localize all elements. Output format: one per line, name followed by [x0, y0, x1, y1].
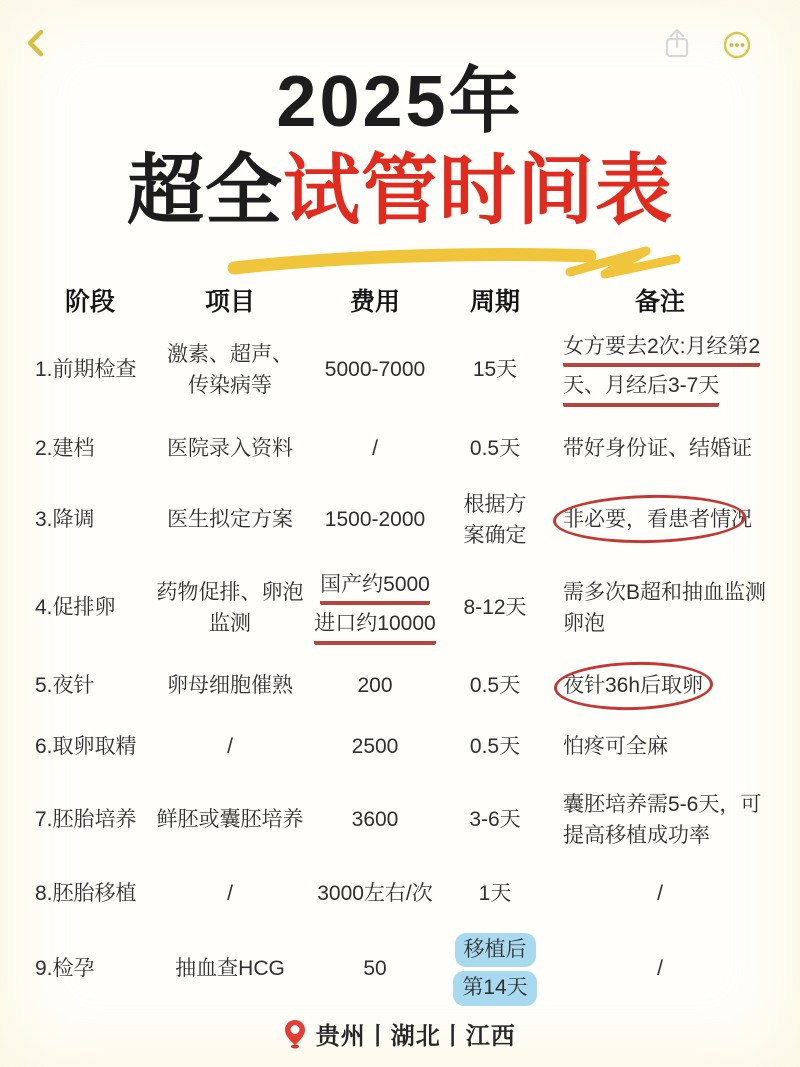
period-cell: 0.5天: [469, 437, 521, 461]
item-cell: 卵母细胞催熟: [167, 674, 293, 698]
item-cell: 激素、超声、 传染病等: [167, 342, 293, 397]
header-item: 项目: [204, 288, 255, 316]
share-button[interactable]: [662, 27, 692, 61]
period-cell: 15天: [472, 358, 518, 382]
table-row: [30, 778, 770, 862]
more-button[interactable]: [722, 30, 752, 60]
title-block: [0, 64, 800, 232]
share-icon: [662, 49, 692, 64]
header-note: 备注: [634, 288, 685, 316]
title-main-red: 试管时间表: [283, 147, 673, 234]
cost-cell: 200: [357, 674, 393, 698]
location-footer: [0, 1016, 800, 1051]
blue-highlighted-text: 第14天: [453, 971, 536, 1006]
yellow-swoosh-underline: [222, 241, 692, 290]
period-cell: 0.5天: [469, 674, 521, 698]
ellipsis-circle-icon: [722, 48, 752, 63]
red-underlined-text: 女方要去2次:月经第2: [563, 331, 760, 368]
stage-cell: 8.胚胎移植: [35, 882, 137, 906]
blue-highlighted-text: 移植后: [455, 933, 536, 968]
table-row: [30, 322, 770, 418]
header-period: 周期: [469, 288, 520, 316]
chevron-left-icon: [25, 46, 47, 61]
cost-cell: 3000左右/次: [317, 882, 433, 906]
header-cost: 费用: [349, 288, 400, 316]
item-cell: 医生拟定方案: [167, 508, 293, 532]
red-circled-text: 夜针36h后取卵: [563, 670, 703, 702]
period-cell: 1天: [478, 882, 512, 906]
period-cell: 3-6天: [469, 808, 521, 832]
red-underlined-text: 国产约5000: [320, 569, 430, 606]
stage-cell: 4.促排卵: [35, 596, 116, 620]
stage-cell: 3.降调: [35, 508, 95, 532]
table-row: [30, 862, 770, 926]
red-circled-text: 非必要，看患者情况: [563, 504, 752, 536]
table-row: [30, 716, 770, 778]
note-cell: 怕疼可全麻: [563, 735, 668, 759]
note-cell: [550, 331, 770, 410]
period-cell: 0.5天: [469, 735, 521, 759]
item-cell: 医院录入资料: [167, 437, 293, 461]
period-cell: [440, 931, 550, 1008]
title-year: 2025年: [276, 62, 524, 142]
item-cell: /: [227, 882, 233, 906]
stage-cell: 5.夜针: [35, 674, 95, 698]
note-cell: 带好身份证、结婚证: [563, 437, 752, 461]
back-button[interactable]: [25, 28, 47, 58]
note-cell: /: [657, 957, 663, 981]
cost-cell: 2500: [351, 735, 399, 759]
stage-cell: 7.胚胎培养: [35, 808, 137, 832]
title-main: [0, 147, 800, 234]
table-row: [30, 560, 770, 656]
stage-cell: 9.检孕: [35, 957, 95, 981]
location-text: 贵州丨湖北丨江西: [315, 1023, 516, 1050]
note-cell: [550, 670, 770, 702]
title-main-black: 超全: [127, 147, 283, 234]
cost-cell: 50: [363, 957, 387, 981]
note-cell: 需多次B超和抽血监测 卵泡: [563, 580, 767, 635]
table-row: [30, 480, 770, 560]
stage-cell: 1.前期检查: [35, 358, 137, 382]
period-cell: 8-12天: [463, 596, 527, 620]
cost-cell: 1500-2000: [324, 508, 426, 532]
cost-cell: 3600: [351, 808, 399, 832]
stage-cell: 6.取卵取精: [35, 735, 137, 759]
location-pin-icon: [284, 1025, 315, 1042]
header-stage: 阶段: [64, 288, 115, 316]
item-cell: 药物促排、卵泡 监测: [156, 580, 304, 635]
red-underlined-text: 天、月经后3-7天: [563, 370, 719, 407]
item-cell: /: [227, 735, 233, 759]
cost-cell: 5000-7000: [324, 358, 426, 382]
ivf-schedule-table: [30, 278, 770, 1012]
item-cell: 抽血查HCG: [175, 957, 285, 981]
cost-cell: /: [372, 437, 378, 461]
stage-cell: 2.建档: [35, 437, 95, 461]
note-cell: [550, 504, 770, 536]
cost-cell: [310, 569, 440, 648]
period-cell: 根据方 案确定: [463, 492, 527, 547]
item-cell: 鲜胚或囊胚培养: [156, 808, 304, 832]
note-cell: /: [657, 882, 663, 906]
red-underlined-text: 进口约10000: [314, 608, 435, 645]
note-cell: 囊胚培养需5-6天，可 提高移植成功率: [563, 792, 762, 847]
table-row: [30, 926, 770, 1012]
table-row: [30, 656, 770, 716]
table-row: [30, 418, 770, 480]
